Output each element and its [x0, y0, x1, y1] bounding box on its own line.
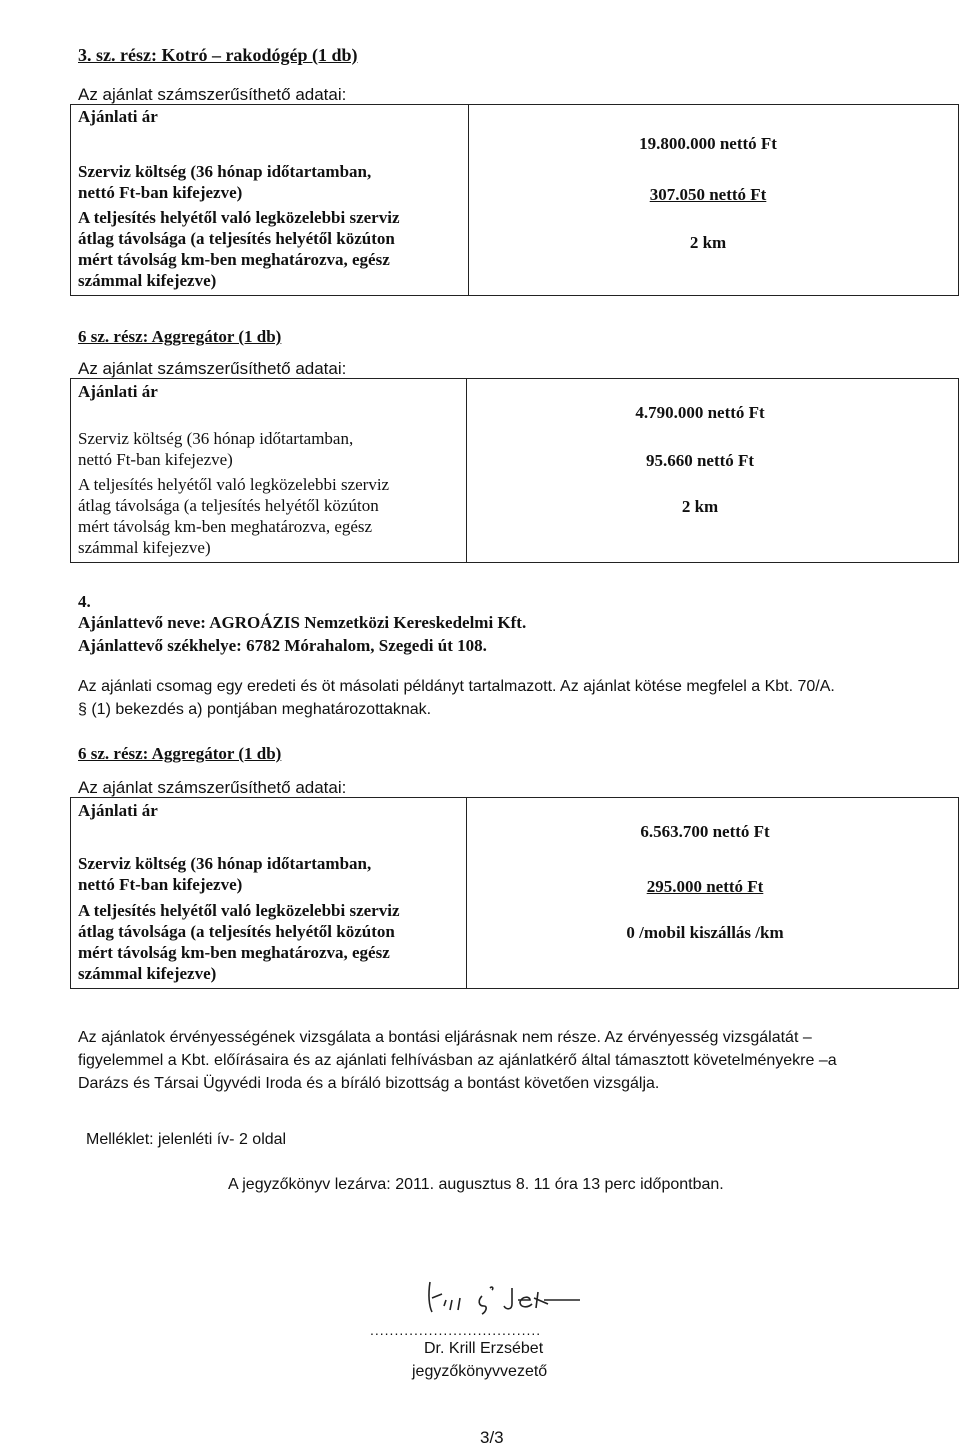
section1-row2-label: Szerviz költség (36 hónap időtartamban, nettó Ft-ban kifejezve) — [78, 162, 372, 202]
validity-line2: figyelemmel a Kbt. előírásaira és az ajánlati felhívásban az ajánlatkérő által támasztott követelményekre –a — [78, 1052, 837, 1069]
section3-row1-value: 6.563.700 nettó Ft — [640, 822, 770, 841]
section1-table-divider — [468, 104, 469, 296]
section1-row1-label: Ajánlati ár — [78, 107, 158, 126]
section2-heading — [78, 326, 281, 347]
bidder-note-line1: Az ajánlati csomag egy eredeti és öt másolati példányt tartalmazott. Az ajánlat kötése megfelel a Kbt. 70/A. — [78, 678, 835, 695]
bidder-name: Ajánlattevő neve: AGROÁZIS Nemzetközi Kereskedelmi Kft. — [78, 613, 527, 632]
section1-heading: 3. sz. rész: Kotró – rakodógép (1 db) — [78, 45, 358, 65]
section2-row1-label: Ajánlati ár — [78, 382, 158, 401]
page-number: 3/3 — [480, 1428, 504, 1447]
section3-table-divider — [466, 797, 467, 989]
section2-row2-label: Szerviz költség (36 hónap időtartamban, nettó Ft-ban kifejezve) — [78, 429, 354, 469]
section3-row2-label: Szerviz költség (36 hónap időtartamban, nettó Ft-ban kifejezve) — [78, 854, 372, 894]
closing-statement: A jegyzőkönyv lezárva: 2011. augusztus 8. 11 óra 13 perc időpontban. — [228, 1176, 724, 1193]
section2-row1-value: 4.790.000 nettó Ft — [635, 403, 765, 422]
validity-line3: Darázs és Társai Ügyvédi Iroda és a bíráló bizottság a bontást követően vizsgálja. — [78, 1075, 660, 1092]
section2-heading-text: 6 sz. rész: Aggregátor (1 db) — [78, 327, 282, 346]
section3-caption: Az ajánlat számszerűsíthető adatai: — [78, 778, 347, 797]
handwritten-signature — [420, 1270, 600, 1320]
section2-table-divider — [466, 378, 467, 563]
section2-caption: Az ajánlat számszerűsíthető adatai: — [78, 359, 347, 378]
section2-row2-value: 95.660 nettó Ft — [645, 451, 755, 470]
section3-row3-value: 0 /mobil kiszállás /km — [626, 923, 784, 942]
section2-row3-label: A teljesítés helyétől való legközelebbi szerviz átlag távolsága (a teljesítés helyétől közúton mért távolság km-ben meghatározva, egész számmal kifejezve) — [78, 475, 390, 557]
section3-row1-label: Ajánlati ár — [78, 801, 158, 820]
bidder-number: 4. — [78, 592, 91, 611]
section1-row3-value: 2 km — [689, 233, 727, 252]
section1-row1-value: 19.800.000 nettó Ft — [639, 134, 777, 153]
section3-row3-label: A teljesítés helyétől való legközelebbi szerviz átlag távolsága (a teljesítés helyétől közúton mért távolság km-ben meghatározva, egész számmal kifejezve) — [78, 901, 400, 983]
signature-dots: ................................... — [370, 1322, 542, 1338]
section3-heading-text: 6 sz. rész: Aggregátor (1 db) — [78, 744, 282, 763]
bidder-note-line2: § (1) bekezdés a) pontjában meghatározottaknak. — [78, 701, 432, 718]
section1-row3-label: A teljesítés helyétől való legközelebbi szerviz átlag távolsága (a teljesítés helyétől közúton mért távolság km-ben meghatározva, egész számmal kifejezve) — [78, 208, 400, 290]
attachment-note: Melléklet: jelenléti ív- 2 oldal — [86, 1131, 287, 1148]
section3-row2-value: 295.000 nettó Ft — [646, 877, 764, 896]
section1-row2-value: 307.050 nettó Ft — [649, 185, 767, 204]
section2-row3-value: 2 km — [681, 497, 719, 516]
validity-line1: Az ajánlatok érvényességének vizsgálata a bontási eljárásnak nem része. Az érvényesség vizsgálatát – — [78, 1029, 812, 1046]
signatory-name: Dr. Krill Erzsébet — [424, 1340, 544, 1357]
bidder-seat: Ajánlattevő székhelye: 6782 Mórahalom, Szegedi út 108. — [78, 636, 487, 655]
section3-heading — [78, 743, 281, 764]
signatory-title: jegyzőkönyvvezető — [412, 1363, 548, 1380]
section1-caption: Az ajánlat számszerűsíthető adatai: — [78, 85, 347, 104]
